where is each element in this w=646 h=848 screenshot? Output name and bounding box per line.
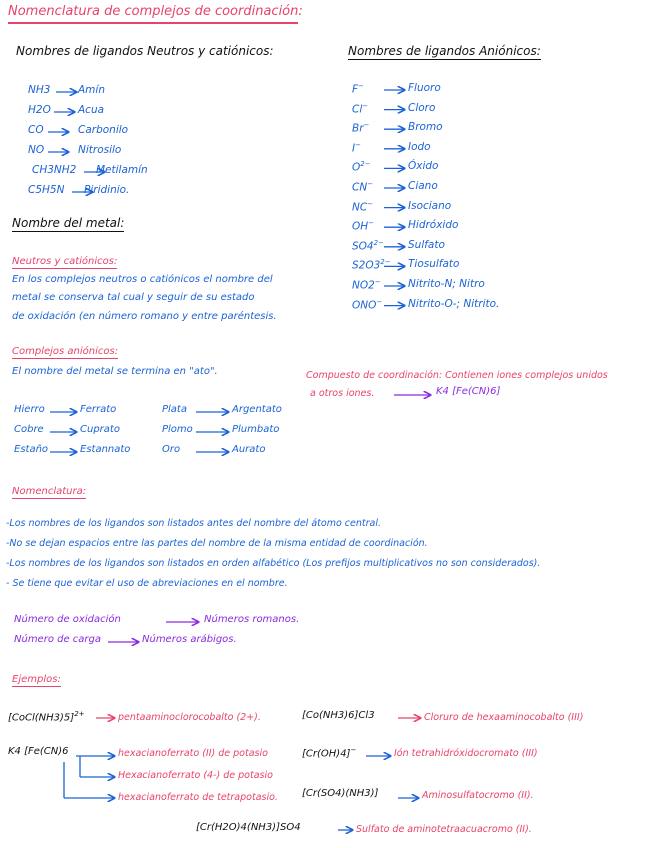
rule-3: -Los nombres de los ligandos son listados en orden alfabético (Los prefijos multiplicativos no son considerados).: [6, 558, 541, 569]
anionic-ligand-name: Tiosulfato: [408, 258, 460, 271]
neutral-ligand-formula: NO: [28, 144, 45, 156]
anionic-ligand-name: Bromo: [408, 121, 443, 134]
anionic-ligand-formula: [352, 180, 373, 194]
anionic-charge: 2−: [360, 160, 371, 169]
oxidation-label: Número de oxidación: [14, 614, 121, 625]
compuesto-formula: K4 [Fe(CN)6]: [436, 386, 501, 397]
anionic-ligand-formula: [352, 200, 373, 214]
anionic-formula-text: OH: [352, 220, 369, 233]
anionic-charge: 2−: [373, 238, 384, 247]
anionic-ligand-formula: [352, 258, 391, 272]
anionic-charge: 2−: [380, 258, 391, 267]
metal-anion-name: Estannato: [80, 444, 131, 455]
metal-name: Hierro: [14, 404, 45, 415]
example-3-name-2: Hexacianoferrato (4-) de potasio: [118, 770, 273, 781]
neutros-subtitle-text: Neutros y catiónicos:: [12, 256, 118, 267]
anionic-header-text: Nombres de ligandos Aniónicos:: [348, 44, 541, 58]
example-4-name: Ión tetrahidróxidocromato (III): [394, 748, 538, 759]
example-3-name-3: hexacianoferrato de tetrapotasio.: [118, 792, 278, 803]
anionic-charge: −: [363, 121, 370, 130]
example-5-name: Aminosulfatocromo (II).: [422, 790, 534, 801]
metal-header-text: Nombre del metal:: [12, 216, 125, 230]
anionicos-subtitle: [12, 346, 118, 357]
anionic-charge: −: [358, 82, 364, 90]
anionic-ligand-formula: [352, 219, 374, 233]
example-6-name: Sulfato de aminotetraacuacromo (II).: [356, 824, 532, 835]
anionicos-text: El nombre del metal se termina en "ato".: [12, 366, 218, 377]
anionic-ligand-name: Nitrito-N; Nitro: [408, 278, 485, 290]
anionic-ligand-name: Fluoro: [408, 82, 441, 94]
anionic-formula-text: Br: [352, 122, 364, 135]
anionic-charge: −: [376, 297, 383, 306]
anionic-charge: −: [368, 219, 375, 228]
anionic-formula-text: NO2: [352, 279, 375, 292]
neutral-ligand-formula: CO: [28, 124, 44, 136]
anionic-formula-text: NC: [352, 201, 368, 214]
anionic-charge: −: [367, 199, 374, 208]
rule-1: -Los nombres de los ligandos son listados antes del nombre del átomo central.: [6, 518, 381, 529]
anionic-ligand-name: Isociano: [408, 199, 452, 212]
anionic-formula-text: SO4: [352, 240, 374, 253]
anionic-formula-text: ONO: [352, 299, 377, 312]
rule-4: - Se tiene que evitar el uso de abreviaciones en el nombre.: [6, 578, 288, 589]
neutral-ligands-header: Nombres de ligandos Neutros y catiónicos:: [16, 44, 274, 58]
anionic-ligand-name: Cloro: [408, 101, 436, 114]
example-1-name: pentaaminoclorocobalto (2+).: [118, 712, 261, 723]
neutral-ligand-formula: C5H5N: [28, 184, 65, 196]
anionic-ligand-formula: [352, 102, 368, 116]
example-5-formula: [Cr(SO4)(NH3)]: [302, 788, 379, 799]
neutral-ligand-name: Amín: [78, 84, 105, 96]
neutral-ligand-name: Metilamín: [96, 164, 148, 176]
anionic-charge: −: [355, 140, 361, 149]
anionic-charge: −: [362, 101, 369, 110]
anionic-ligand-formula: [352, 121, 369, 135]
anionic-ligand-name: Nitrito-O-; Nitrito.: [408, 297, 500, 310]
metal-name: Oro: [162, 444, 181, 455]
neutral-ligand-name: Acua: [78, 104, 105, 116]
neutral-ligand-formula: NH3: [28, 84, 51, 96]
example-3-name-1: hexacianoferrato (II) de potasio: [118, 748, 268, 759]
anionic-ligand-formula: [352, 239, 384, 253]
metal-anion-name: Ferrato: [80, 404, 117, 415]
anionic-formula-text: S2O3: [352, 259, 381, 272]
metal-name: Estaño: [14, 444, 49, 455]
ejemplos-header: [12, 674, 61, 685]
anionic-formula-text: CN: [352, 181, 368, 194]
metal-name: Cobre: [14, 424, 44, 435]
anionic-formula-text: O: [352, 161, 361, 174]
example-6-formula: [Cr(H2O)4(NH3)]SO4: [196, 822, 301, 833]
neutros-line-1: En los complejos neutros o catiónicos el nombre del: [12, 274, 273, 285]
charge-label: Número de carga: [14, 634, 102, 645]
example-2-formula: [Co(NH3)6]Cl3: [302, 710, 375, 721]
anionic-formula-text: Cl: [352, 103, 363, 116]
metal-anion-name: Aurato: [232, 444, 266, 455]
example-1-formula-text: [CoCl(NH3)5]: [8, 712, 75, 724]
metal-anion-name: Plumbato: [232, 424, 280, 435]
neutral-ligand-name: Carbonilo: [78, 124, 129, 136]
ejemplos-header-text: Ejemplos:: [12, 674, 61, 685]
neutros-line-2: metal se conserva tal cual y seguir de su estado: [12, 292, 255, 303]
neutral-ligand-formula: CH3NH2: [32, 164, 77, 176]
compuesto-line-2: a otros iones.: [310, 388, 375, 399]
nomenclatura-header-text: Nomenclatura:: [12, 486, 87, 497]
neutral-ligand-name: Nitrosilo: [78, 144, 122, 156]
anionic-ligand-formula: [352, 160, 371, 174]
anionic-ligand-name: Ciano: [408, 180, 438, 192]
metal-header: [12, 216, 124, 230]
neutros-line-3: de oxidación (en número romano y entre paréntesis.: [12, 311, 277, 322]
metal-anion-name: Cuprato: [80, 424, 120, 435]
example-2-name: Cloruro de hexaaminocobalto (III): [424, 712, 584, 723]
anionic-formula-text: F: [352, 83, 359, 96]
anionic-ligand-formula: [352, 82, 364, 96]
anionic-ligand-name: Hidróxido: [408, 219, 459, 232]
anionic-formula-text: I: [352, 142, 356, 155]
example-4-charge: −: [350, 746, 357, 754]
charge-value: Números arábigos.: [142, 634, 237, 645]
anionic-ligand-name: Iodo: [408, 140, 431, 153]
anionicos-subtitle-text: Complejos aniónicos:: [12, 346, 119, 357]
anionic-charge: −: [374, 278, 381, 286]
example-1-charge: 2+: [74, 710, 85, 718]
anionic-ligand-formula: [352, 298, 382, 312]
title-underline: [8, 22, 298, 24]
rule-2: -No se dejan espacios entre las partes del nombre de la misma entidad de coordinación.: [6, 538, 428, 549]
anionic-ligand-name: Óxido: [408, 160, 439, 173]
example-4-formula: [302, 746, 356, 759]
example-4-formula-text: [Cr(OH)4]: [302, 748, 351, 760]
page-title: Nomenclatura de complejos de coordinación:: [8, 4, 303, 19]
anionic-ligand-name: Sulfato: [408, 238, 445, 251]
anionic-ligand-formula: [352, 141, 361, 155]
oxidation-value: Números romanos.: [204, 614, 300, 625]
example-1-formula: [8, 710, 85, 723]
anionic-ligands-header: [348, 44, 541, 58]
compuesto-line-1: Compuesto de coordinación: Contienen iones complejos unidos: [306, 370, 608, 381]
neutral-ligand-formula: H2O: [28, 104, 51, 116]
anionic-charge: −: [367, 180, 374, 188]
metal-anion-name: Argentato: [232, 404, 282, 415]
neutros-subtitle: [12, 256, 117, 267]
neutral-ligand-name: Piridinio.: [84, 184, 130, 196]
nomenclatura-header: [12, 486, 86, 497]
anionic-ligand-formula: [352, 278, 381, 292]
example-3-formula: K4 [Fe(CN)6: [8, 746, 69, 757]
metal-name: Plomo: [162, 424, 193, 435]
metal-name: Plata: [162, 404, 187, 415]
